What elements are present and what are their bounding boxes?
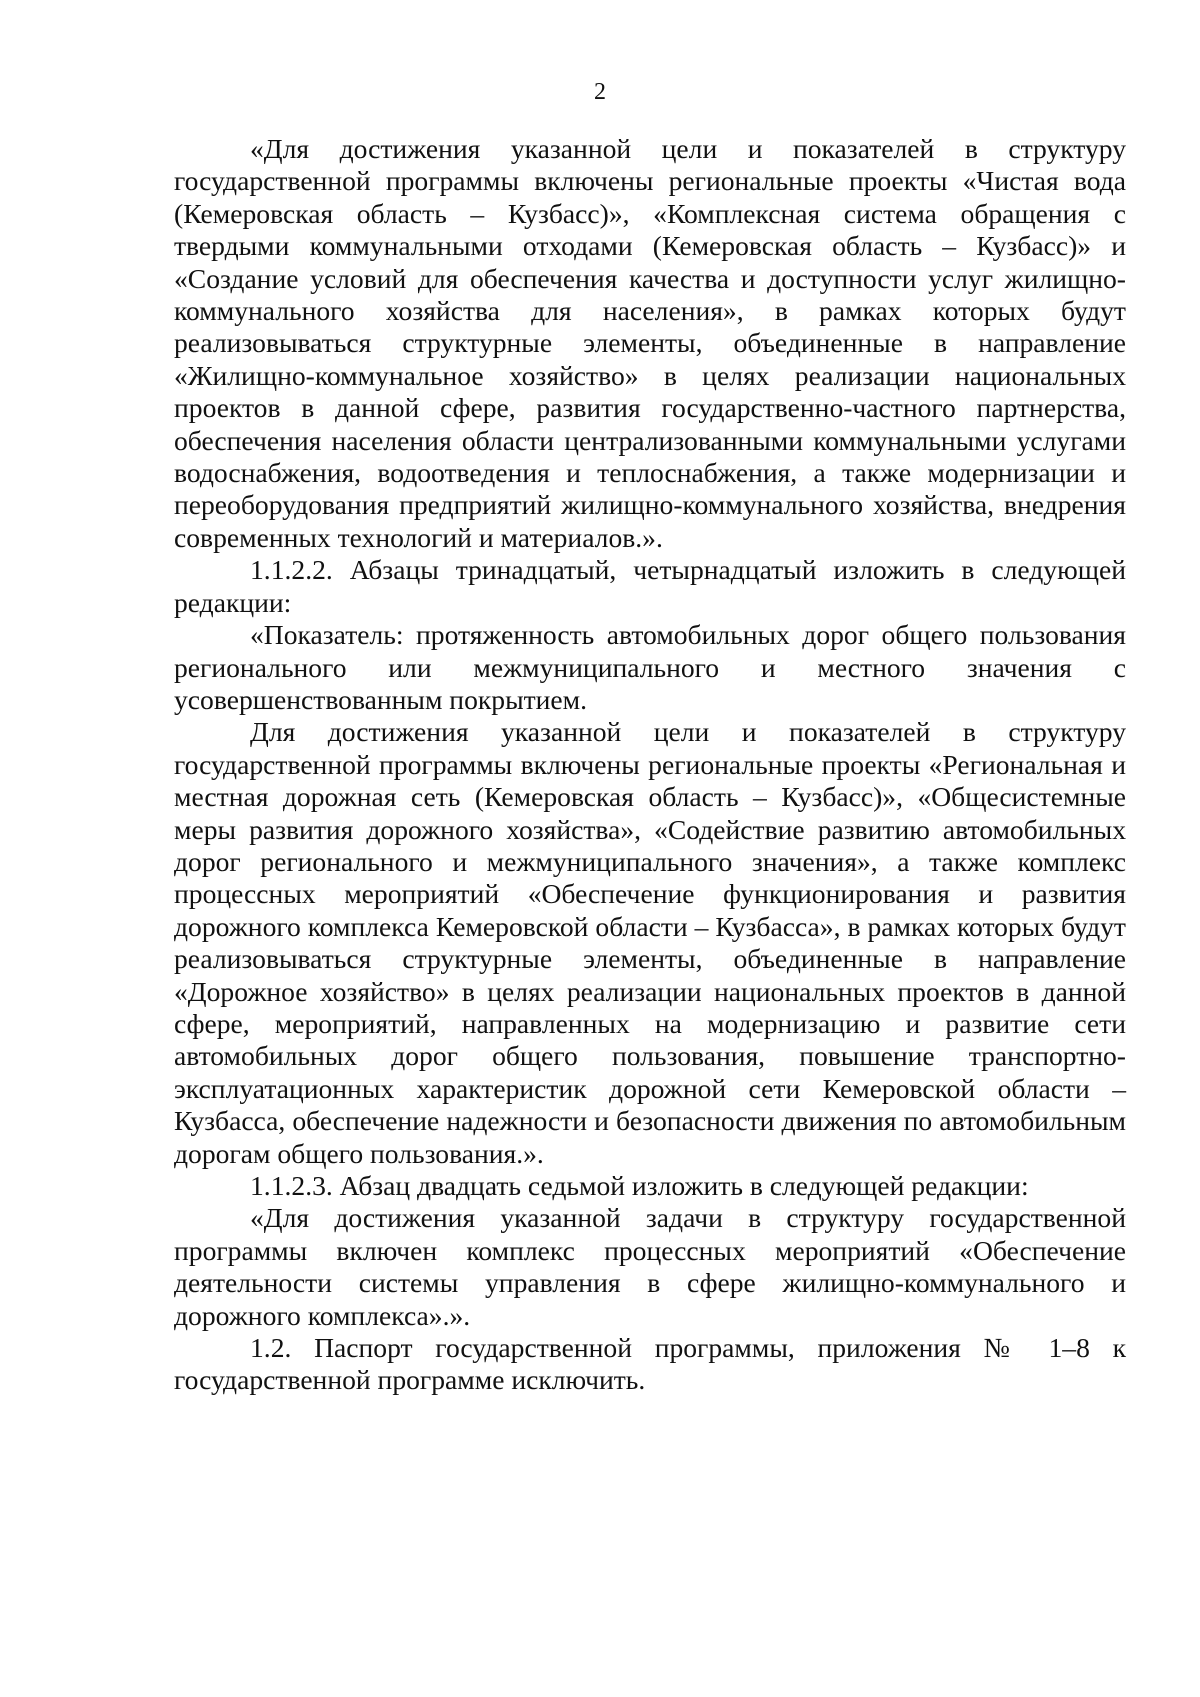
paragraph-management-complex: «Для достижения указанной задачи в структуру государственной программы включен комплекс процессных мероприятий «Обеспечение деятельности системы управления в сфере жилищно-коммунального и дорожного комплекса».». bbox=[174, 1202, 1126, 1331]
paragraph-road-indicator: «Показатель: протяженность автомобильных дорог общего пользования регионального или межмуниципального и местного значения с усовершенствованным покрытием. bbox=[174, 619, 1126, 715]
page-number: 2 bbox=[594, 79, 606, 105]
paragraph-road-projects: Для достижения указанной цели и показателей в структуру государственной программы включены региональные проекты «Региональная и местная дорожная сеть (Кемеровская область – Кузбасс)», «Общесистемные меры развития дорожного хозяйства», «Содействие развитию автомобильных дорог регионального и межмуниципального значения», а также комплекс процессных мероприятий «Обеспечение функционирования и развития дорожного комплекса Кемеровской области – Кузбасса», в рамках которых будут реализовываться структурные элементы, объединенные в направление «Дорожное хозяйство» в целях реализации национальных проектов в данной сфере, мероприятий, направленных на модернизацию и развитие сети автомобильных дорог общего пользования, повышение транспортно-эксплуатационных характеристик дорожной сети Кемеровской области – Кузбасса, обеспечение надежности и безопасности движения по автомобильным дорогам общего пользования.». bbox=[174, 716, 1126, 1169]
paragraph-amendment-1-2: 1.2. Паспорт государственной программы, приложения № 1–8 к государственной программе исключить. bbox=[174, 1332, 1126, 1396]
document-body bbox=[174, 133, 1126, 1397]
paragraph-amendment-1-1-2-2: 1.1.2.2. Абзацы тринадцатый, четырнадцатый изложить в следующей редакции: bbox=[174, 554, 1126, 618]
paragraph-water-communal-projects: «Для достижения указанной цели и показателей в структуру государственной программы включены региональные проекты «Чистая вода (Кемеровская область – Кузбасс)», «Комплексная система обращения с твердыми коммунальными отходами (Кемеровская область – Кузбасс)» и «Создание условий для обеспечения качества и доступности услуг жилищно-коммунального хозяйства для населения», в рамках которых будут реализовываться структурные элементы, объединенные в направление «Жилищно-коммунальное хозяйство» в целях реализации национальных проектов в данной сфере, развития государственно-частного партнерства, обеспечения населения области централизованными коммунальными услугами водоснабжения, водоотведения и теплоснабжения, а также модернизации и переоборудования предприятий жилищно-коммунального хозяйства, внедрения современных технологий и материалов.». bbox=[174, 133, 1126, 553]
paragraph-amendment-1-1-2-3: 1.1.2.3. Абзац двадцать седьмой изложить в следующей редакции: bbox=[250, 1170, 1029, 1201]
